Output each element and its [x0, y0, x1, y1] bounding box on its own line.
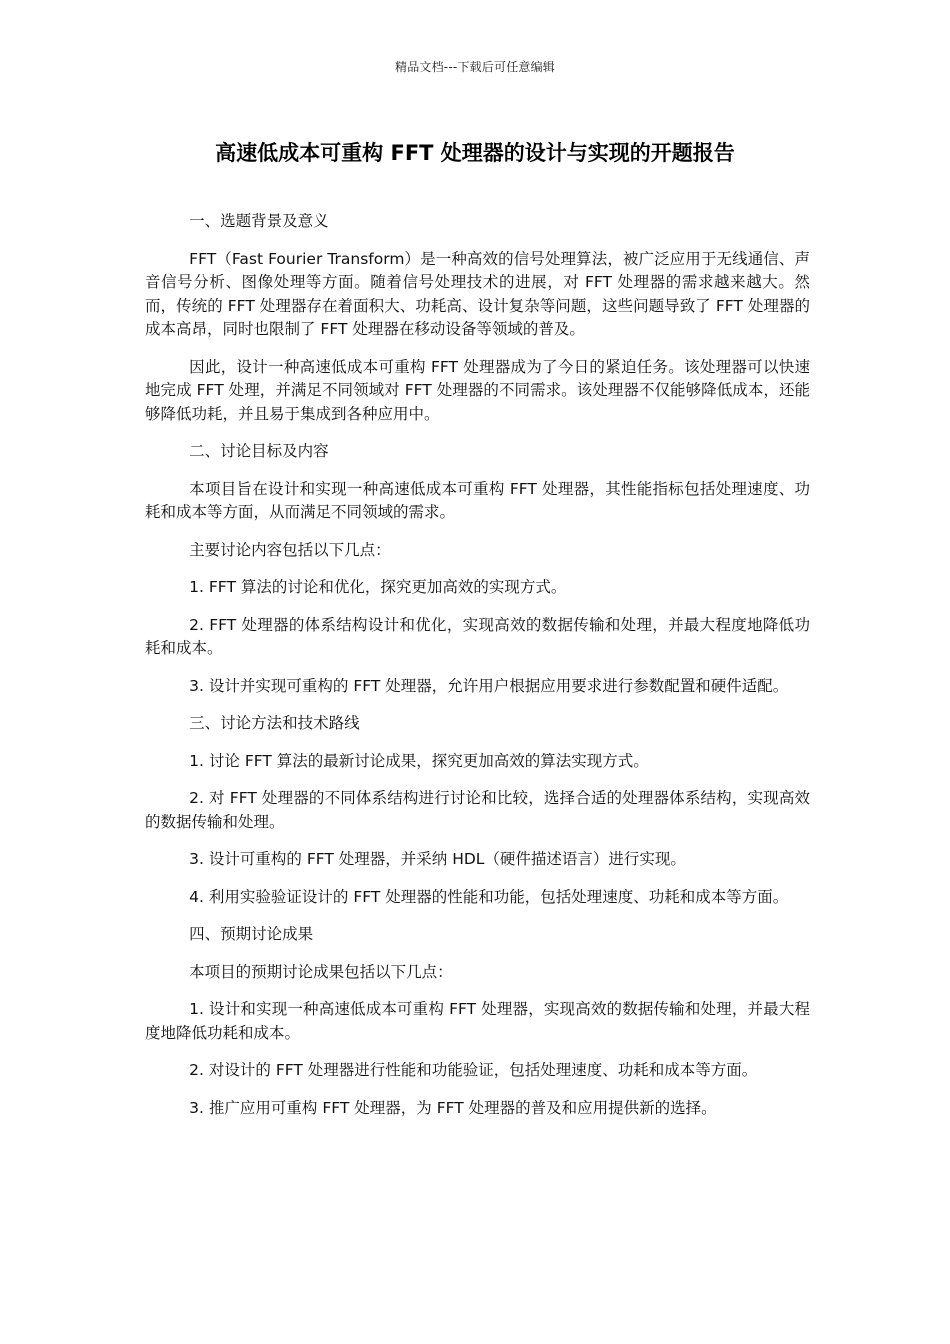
document-title: 高速低成本可重构 FFT 处理器的设计与实现的开题报告: [215, 141, 735, 165]
section-heading-methods: 三、讨论方法和技术路线: [189, 714, 360, 732]
list-item: 4. 利用实验验证设计的 FFT 处理器的性能和功能，包括处理速度、功耗和成本等方面。: [189, 887, 789, 906]
paragraph: 主要讨论内容包括以下几点：: [189, 540, 391, 559]
list-item: 2. 对设计的 FFT 处理器进行性能和功能验证，包括处理速度、功耗和成本等方面。: [189, 1061, 758, 1079]
paragraph: 本项目的预期讨论成果包括以下几点：: [189, 962, 453, 981]
section-heading-background: 一、选题背景及意义: [189, 212, 329, 230]
list-item: 3. 设计可重构的 FFT 处理器，并采纳 HDL（硬件描述语言）进行实现。: [189, 850, 686, 868]
paragraph: 本项目旨在设计和实现一种高速低成本可重构 FFT 处理器，其性能指标包括处理速度、功耗和成本等方面，从而满足不同领域的需求。: [145, 479, 810, 521]
list-item: 1. FFT 算法的讨论和优化，探究更加高效的实现方式。: [189, 578, 567, 596]
list-item: 3. 推广应用可重构 FFT 处理器，为 FFT 处理器的普及和应用提供新的选择。: [189, 1098, 717, 1117]
section-heading-outcomes: 四、预期讨论成果: [189, 925, 314, 943]
list-item: 2. 对 FFT 处理器的不同体系结构进行讨论和比较，选择合适的处理器体系结构，实现高效的数据传输和处理。: [145, 789, 810, 831]
list-item: 2. FFT 处理器的体系结构设计和优化，实现高效的数据传输和处理，并最大程度地降低功耗和成本。: [145, 615, 810, 657]
document-body: [145, 210, 810, 1134]
section-heading-goals: 二、讨论目标及内容: [189, 442, 329, 460]
list-item: 1. 讨论 FFT 算法的最新讨论成果，探究更加高效的算法实现方式。: [189, 751, 649, 770]
list-item: 3. 设计并实现可重构的 FFT 处理器，允许用户根据应用要求进行参数配置和硬件适配。: [189, 676, 789, 695]
paragraph: FFT（Fast Fourier Transform）是一种高效的信号处理算法，被广泛应用于无线通信、声音信号分析、图像处理等方面。随着信号处理技术的进展，对 FFT 处理器的需求越来越大。然而，传统的 FFT 处理器存在着面积大、功耗高、设计复杂等问题，这些问题导致了 FFT 处理器的成本高昂，同时也限制了 FFT 处理器在移动设备等领域的普及。: [145, 249, 810, 338]
paragraph: 因此，设计一种高速低成本可重构 FFT 处理器成为了今日的紧迫任务。该处理器可以快速地完成 FFT 处理，并满足不同领域对 FFT 处理器的不同需求。该处理器不仅能够降低成本，还能够降低功耗，并且易于集成到各种应用中。: [145, 357, 810, 423]
list-item: 1. 设计和实现一种高速低成本可重构 FFT 处理器，实现高效的数据传输和处理，并最大程度地降低功耗和成本。: [145, 1000, 810, 1042]
header-note: 精品文档---下载后可任意编辑: [395, 60, 555, 74]
